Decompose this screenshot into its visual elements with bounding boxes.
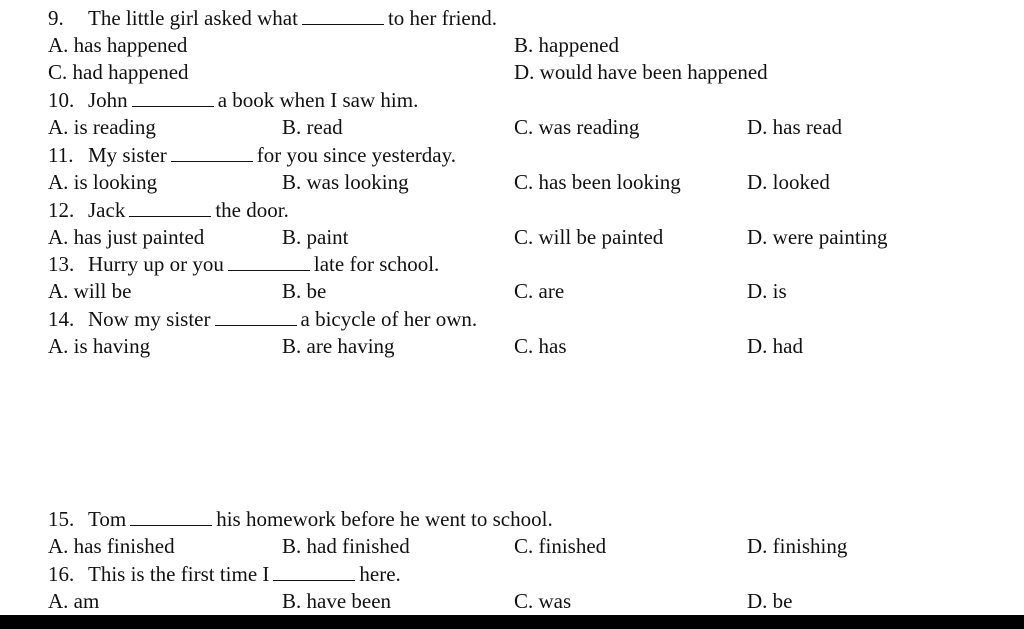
option-a: A. is having xyxy=(48,334,151,358)
answer-blank xyxy=(302,5,384,25)
answer-blank xyxy=(129,197,211,217)
answer-blank xyxy=(132,87,214,107)
question-text-after: his homework before he went to school. xyxy=(216,507,553,531)
option-a: A. is reading xyxy=(48,115,156,139)
option-c: C. has been looking xyxy=(514,170,681,194)
question-text-before: Tom xyxy=(88,507,127,531)
question-text-before: My sister xyxy=(88,143,167,167)
option-a: A. has just painted xyxy=(48,225,205,249)
answer-blank xyxy=(130,506,212,526)
question-number: 16. xyxy=(48,562,75,586)
option-c: C. has xyxy=(514,334,567,358)
question-text-after: here. xyxy=(359,562,401,586)
option-c: C. had happened xyxy=(48,60,189,84)
question-16 xyxy=(48,561,401,588)
question-10 xyxy=(48,87,418,114)
option-a: A. will be xyxy=(48,279,132,303)
question-text-before: This is the first time I xyxy=(88,562,270,586)
question-number: 9. xyxy=(48,6,64,30)
answer-blank xyxy=(215,306,297,326)
option-c: C. will be painted xyxy=(514,225,664,249)
option-b: B. have been xyxy=(282,589,392,613)
question-text-before: Jack xyxy=(88,198,126,222)
option-b: B. are having xyxy=(282,334,395,358)
question-number: 15. xyxy=(48,507,75,531)
option-b: B. was looking xyxy=(282,170,409,194)
option-c: C. was reading xyxy=(514,115,640,139)
option-d: D. were painting xyxy=(747,225,888,249)
option-d: D. finishing xyxy=(747,534,848,558)
question-text-after: to her friend. xyxy=(387,6,497,30)
question-text-after: the door. xyxy=(215,198,289,222)
option-b: B. paint xyxy=(282,225,349,249)
answer-blank xyxy=(228,251,310,271)
option-d: D. would have been happened xyxy=(514,60,768,84)
question-number: 13. xyxy=(48,252,75,276)
option-a: A. has happened xyxy=(48,33,188,57)
option-b: B. had finished xyxy=(282,534,410,558)
question-11 xyxy=(48,142,456,169)
option-a: A. is looking xyxy=(48,170,158,194)
option-c: C. are xyxy=(514,279,565,303)
question-text-before: The little girl asked what xyxy=(88,6,298,30)
question-text-after: a bicycle of her own. xyxy=(300,307,478,331)
question-text-after: late for school. xyxy=(313,252,440,276)
option-d: D. had xyxy=(747,334,803,358)
question-13 xyxy=(48,251,439,278)
option-b: B. read xyxy=(282,115,343,139)
question-text-before: Now my sister xyxy=(88,307,211,331)
question-text-before: Hurry up or you xyxy=(88,252,224,276)
question-number: 10. xyxy=(48,88,75,112)
option-c: C. was xyxy=(514,589,572,613)
question-number: 11. xyxy=(48,143,74,167)
option-d: D. be xyxy=(747,589,793,613)
question-number: 12. xyxy=(48,198,75,222)
option-b: B. be xyxy=(282,279,327,303)
answer-blank xyxy=(273,561,355,581)
option-d: D. looked xyxy=(747,170,830,194)
answer-blank xyxy=(171,142,253,162)
question-14 xyxy=(48,306,477,333)
question-text-before: John xyxy=(88,88,128,112)
option-a: A. has finished xyxy=(48,534,175,558)
option-c: C. finished xyxy=(514,534,607,558)
question-text-after: for you since yesterday. xyxy=(256,143,456,167)
question-text-after: a book when I saw him. xyxy=(217,88,419,112)
option-d: D. is xyxy=(747,279,787,303)
question-9 xyxy=(48,5,497,32)
option-b: B. happened xyxy=(514,33,619,57)
question-12 xyxy=(48,197,289,224)
question-number: 14. xyxy=(48,307,75,331)
option-a: A. am xyxy=(48,589,100,613)
bottom-border-bar xyxy=(0,615,1024,629)
question-15 xyxy=(48,506,553,533)
option-d: D. has read xyxy=(747,115,843,139)
